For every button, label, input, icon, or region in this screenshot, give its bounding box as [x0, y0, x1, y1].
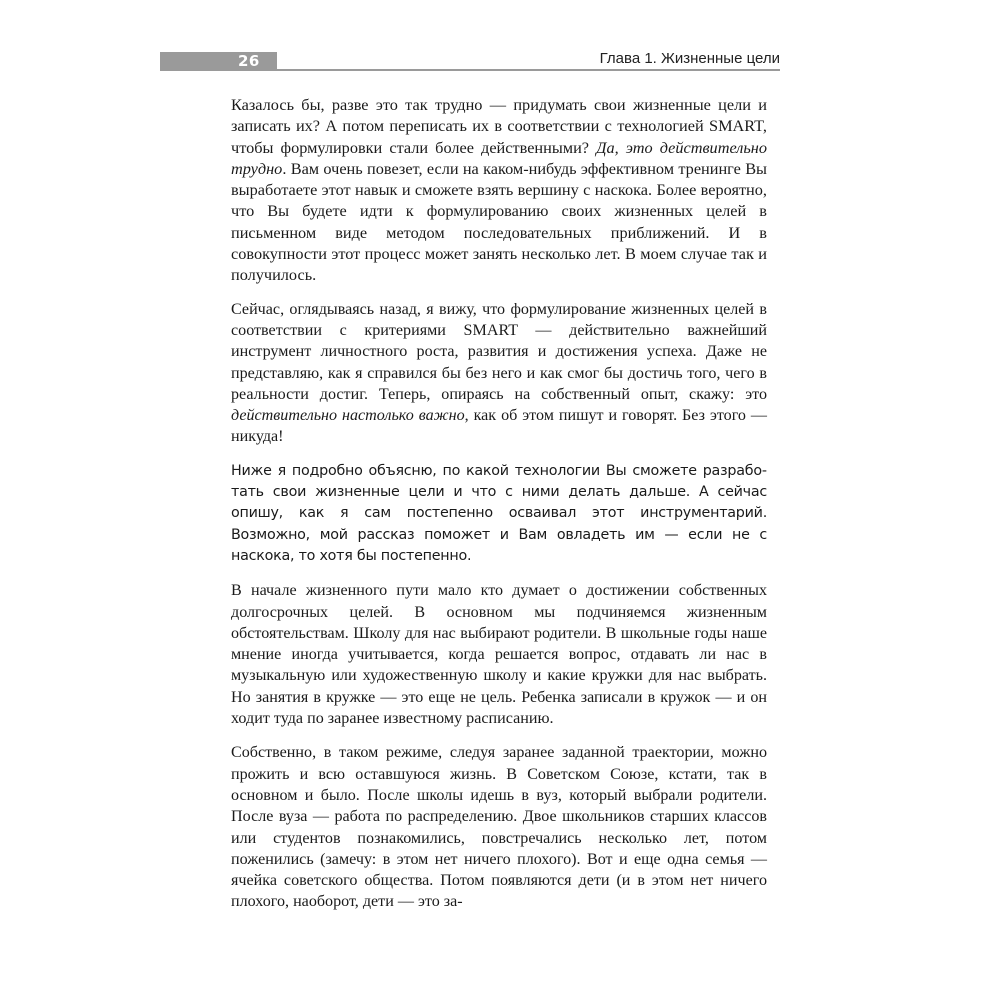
paragraph-4 — [231, 580, 767, 729]
paragraph-1 — [231, 94, 767, 286]
paragraph-5 — [231, 742, 767, 912]
paragraph-1-emphasis: Да, это действительно трудно — [231, 137, 767, 178]
paragraph-1-text-1: Казалось бы, разве это так трудно — придумать свои жизненные цели и записать их? А потом переписать их в соответствии с технологией SMART, чтобы формулировки стали более действенными? — [231, 95, 767, 157]
page-header — [160, 48, 780, 74]
paragraph-3 — [231, 461, 767, 567]
paragraph-1-text-2: . Вам очень повезет, если на каком-нибудь эффективном тренинге Вы выработаете этот навык и сможете взять вершину с наскока. Более вероятно, что Вы будете идти к формулированию своих жизненных целей в письменном виде методом последовательных приближений. И в совокупности этот процесс может занять несколько лет. В моем случае так и получилось. — [231, 158, 767, 285]
paragraph-2-emphasis: действительно настолько важно — [231, 407, 465, 425]
page-number-tab — [160, 52, 277, 71]
chapter-title: Глава 1. Жизненные цели — [599, 50, 780, 67]
paragraph-2-text-1: Сейчас, оглядываясь назад, я вижу, что формулирование жизненных целей в соответствии с критериями SMART — действительно важнейший инструмент личностного роста, развития и достижения успеха. Даже не представляю, как я справился бы без него и как смог бы достичь того, чего в реальности достиг. Теперь, опираясь на собственный опыт, скажу: это — [231, 300, 767, 403]
paragraph-2 — [231, 299, 767, 448]
body-text — [231, 94, 767, 926]
paragraph-5-text: Собственно, в таком режиме, следуя заранее заданной траектории, можно прожить и всю оставшуюся жизнь. В Советском Союзе, кстати, так в основном и было. После школы идешь в вуз, который выбрали родители. После вуза — работа по распределению. Двое школьников старших классов или студентов познакомились, повстречались несколько лет, потом поженились (замечу: в этом нет ничего плохого). Вот и еще одна семья — ячейка советского общества. Потом появляются дети (и в этом нет ничего плохого, наоборот, дети — это за- — [231, 744, 767, 911]
paragraph-2-text-2: , как об этом пишут и говорят. Без этого — никуда! — [231, 407, 767, 446]
paragraph-3-text: Ниже я подробно объясню, по какой технологии Вы сможете разработать свои жизненные цели и что с ними делать дальше. А сейчас опишу, как я сам постепенно осваивал этот инструментарий. Возможно, мой рассказ поможет и Вам овладеть им — если не с наскока, то хотя бы постепенно. — [231, 462, 767, 564]
paragraph-4-text: В начале жизненного пути мало кто думает о достижении собственных долгосрочных целей. В основном мы подчиняемся жизненным обстоятельствам. Школу для нас выбирают родители. В школьные годы наше мнение иногда учитывается, когда решается вопрос, отдавать ли нас в музыкальную или художественную школу и какие кружки для нас выбрать. Но занятия в кружке — это еще не цель. Ребенка записали в кружок — и он ходит туда по заранее известному расписанию. — [231, 582, 767, 728]
page-number: 26 — [238, 52, 260, 70]
